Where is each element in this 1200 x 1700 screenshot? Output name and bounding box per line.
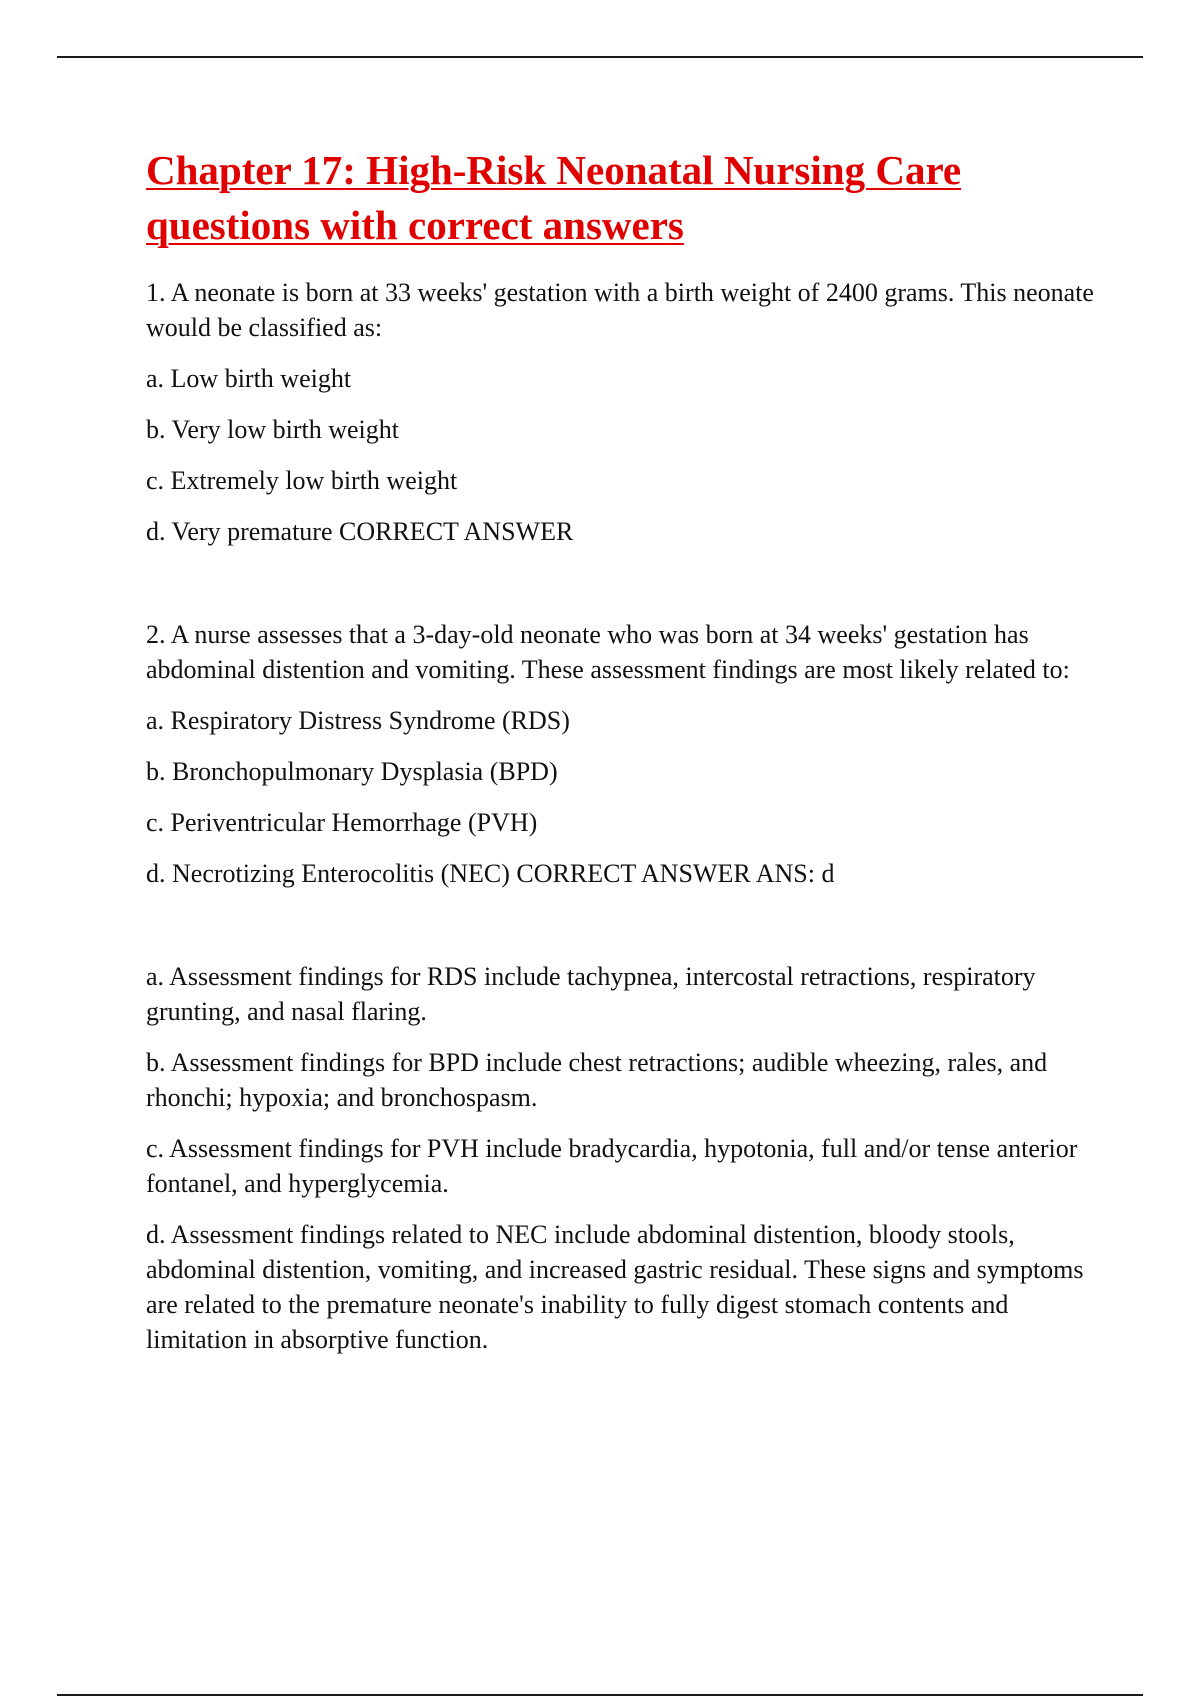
question-1-option-d: d. Very premature CORRECT ANSWER — [146, 517, 574, 546]
page-bottom-rule — [57, 1694, 1143, 1696]
question-2-option-d: d. Necrotizing Enterocolitis (NEC) CORRECT ANSWER ANS: d — [146, 859, 835, 888]
spacer — [146, 565, 1106, 617]
document-body — [146, 143, 1106, 1373]
question-2 — [146, 617, 1106, 891]
rationale-a: a. Assessment findings for RDS include tachypnea, intercostal retractions, respiratory grunting, and nasal flaring. — [146, 962, 1036, 1026]
question-2-stem: 2. A nurse assesses that a 3-day-old neonate who was born at 34 weeks' gestation has abdominal distention and vomiting. These assessment findings are most likely related to: — [146, 620, 1070, 684]
rationale-b: b. Assessment findings for BPD include chest retractions; audible wheezing, rales, and rhonchi; hypoxia; and bronchospasm. — [146, 1048, 1048, 1112]
question-1-option-a: a. Low birth weight — [146, 364, 352, 393]
question-2-option-b: b. Bronchopulmonary Dysplasia (BPD) — [146, 757, 558, 786]
spacer — [146, 907, 1106, 959]
rationale-c: c. Assessment findings for PVH include bradycardia, hypotonia, full and/or tense anterior fontanel, and hyperglycemia. — [146, 1134, 1078, 1198]
question-2-rationales — [146, 959, 1106, 1357]
question-1 — [146, 275, 1106, 549]
rationale-d: d. Assessment findings related to NEC include abdominal distention, bloody stools, abdominal distention, vomiting, and increased gastric residual. These signs and symptoms are related to the premature neonate's inability to fully digest stomach contents and limitation in absorptive function. — [146, 1220, 1084, 1354]
document-title: Chapter 17: High-Risk Neonatal Nursing Care questions with correct answers — [146, 147, 962, 248]
question-1-option-b: b. Very low birth weight — [146, 415, 399, 444]
page-top-rule — [57, 56, 1143, 58]
question-2-option-c: c. Periventricular Hemorrhage (PVH) — [146, 808, 538, 837]
question-1-stem: 1. A neonate is born at 33 weeks' gestation with a birth weight of 2400 grams. This neonate would be classified as: — [146, 278, 1094, 342]
question-1-option-c: c. Extremely low birth weight — [146, 466, 458, 495]
question-2-option-a: a. Respiratory Distress Syndrome (RDS) — [146, 706, 570, 735]
